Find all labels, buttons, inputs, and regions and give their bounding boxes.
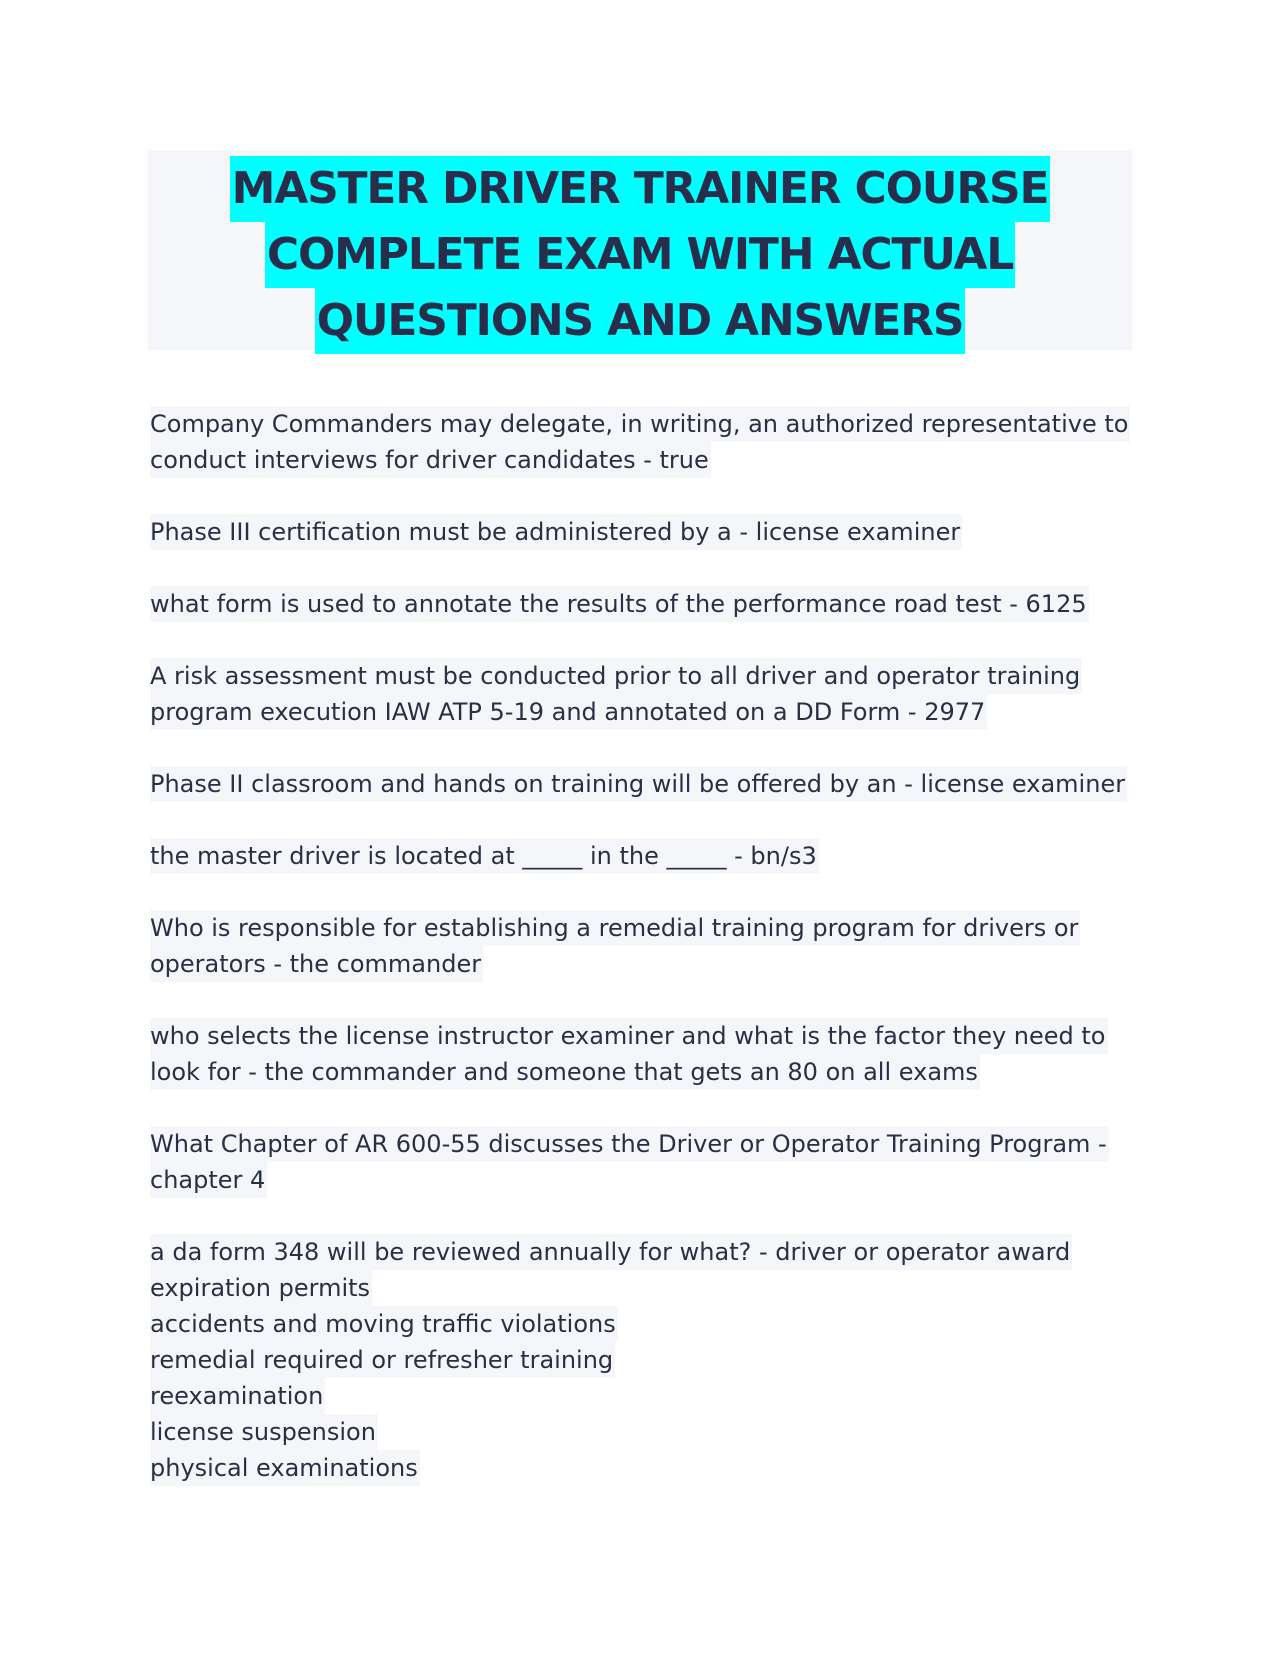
- qa-text-line: license suspension: [150, 1414, 378, 1450]
- qa-text-line: physical examinations: [150, 1450, 420, 1486]
- qa-text-line: what form is used to annotate the results of the performance road test - 6125: [150, 586, 1089, 622]
- document-title-line-1: MASTER DRIVER TRAINER COURSE: [230, 156, 1051, 222]
- qa-text-line: who selects the license instructor examiner and what is the factor they need to: [150, 1018, 1108, 1054]
- qa-item-4: [150, 658, 1130, 730]
- qa-item-3: [150, 586, 1130, 622]
- qa-text-line: a da form 348 will be reviewed annually for what? - driver or operator award: [150, 1234, 1072, 1270]
- qa-text-line: Company Commanders may delegate, in writing, an authorized representative to: [150, 406, 1130, 442]
- qa-item-5: [150, 766, 1130, 802]
- qa-text-line: expiration permits: [150, 1270, 372, 1306]
- qa-text-line: Phase III certification must be administered by a - license examiner: [150, 514, 962, 550]
- qa-list: [150, 406, 1130, 1522]
- qa-text-line: Phase II classroom and hands on training will be offered by an - license examiner: [150, 766, 1127, 802]
- qa-item-10: [150, 1234, 1130, 1486]
- qa-text-line: reexamination: [150, 1378, 325, 1414]
- qa-text-line: operators - the commander: [150, 946, 483, 982]
- qa-text-line: accidents and moving traffic violations: [150, 1306, 618, 1342]
- qa-text-line: Who is responsible for establishing a remedial training program for drivers or: [150, 910, 1080, 946]
- qa-item-8: [150, 1018, 1130, 1090]
- document-title-line-3: QUESTIONS AND ANSWERS: [315, 288, 966, 354]
- qa-item-9: [150, 1126, 1130, 1198]
- qa-text-line: remedial required or refresher training: [150, 1342, 615, 1378]
- qa-text-line: the master driver is located at _____ in the _____ - bn/s3: [150, 838, 819, 874]
- document-title-line-2: COMPLETE EXAM WITH ACTUAL: [265, 222, 1015, 288]
- qa-text-line: chapter 4: [150, 1162, 267, 1198]
- qa-item-7: [150, 910, 1130, 982]
- document-title-block: [148, 150, 1132, 350]
- qa-text-line: program execution IAW ATP 5-19 and annotated on a DD Form - 2977: [150, 694, 987, 730]
- qa-item-6: [150, 838, 1130, 874]
- qa-item-2: [150, 514, 1130, 550]
- qa-text-line: What Chapter of AR 600-55 discusses the Driver or Operator Training Program -: [150, 1126, 1109, 1162]
- qa-text-line: look for - the commander and someone that gets an 80 on all exams: [150, 1054, 980, 1090]
- qa-text-line: A risk assessment must be conducted prior to all driver and operator training: [150, 658, 1082, 694]
- qa-text-line: conduct interviews for driver candidates - true: [150, 442, 711, 478]
- qa-item-1: [150, 406, 1130, 478]
